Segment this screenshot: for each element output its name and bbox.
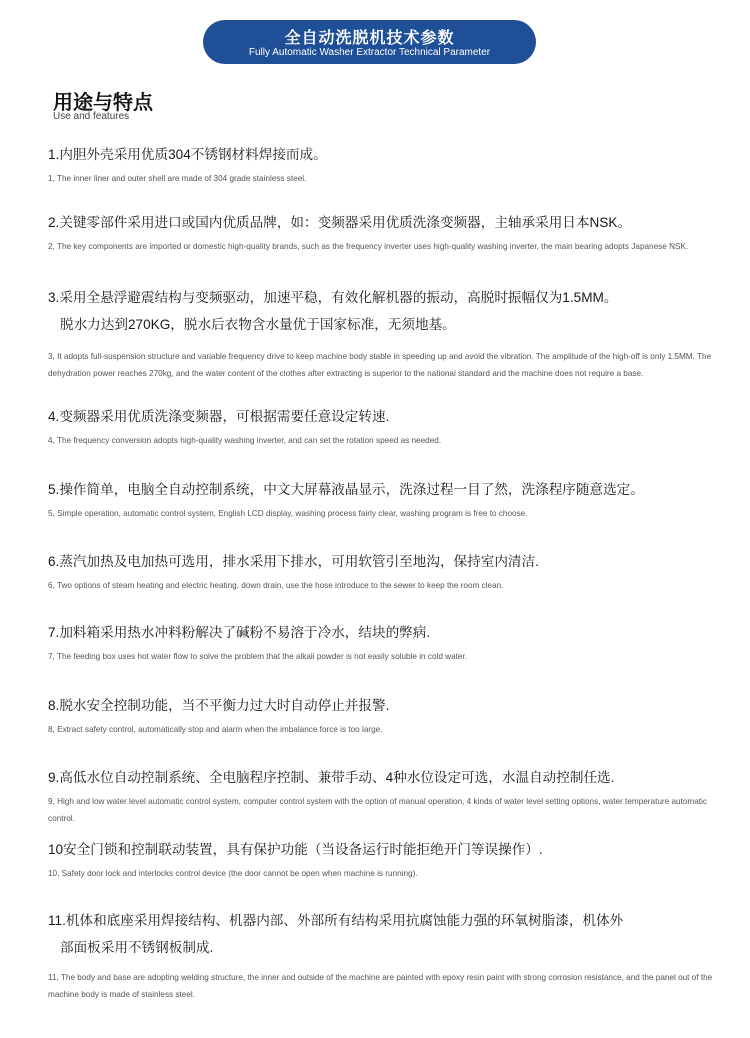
- feature-cn: 7.加料箱采用热水冲料粉解决了碱粉不易溶于冷水，结块的弊病.: [48, 625, 431, 640]
- feature-cn-line2: 部面板采用不锈钢板制成.: [60, 940, 214, 955]
- feature-cn: 6.蒸汽加热及电加热可选用，排水采用下排水，可用软管引至地沟，保持室内清洁.: [48, 554, 539, 569]
- section-title: 用途与特点: [53, 92, 153, 114]
- feature-cn: 1.内胆外壳采用优质304不锈钢材料焊接而成。: [48, 147, 327, 162]
- feature-cn: 4.变频器采用优质洗涤变频器，可根据需要任意设定转速.: [48, 409, 390, 424]
- feature-item-7: [48, 619, 718, 665]
- header-banner: [203, 20, 536, 64]
- feature-en: 7, The feeding box uses hot water flow to solve the problem that the alkali powder is not easily soluble in cold water.: [48, 652, 468, 661]
- feature-item-9: [48, 764, 718, 827]
- feature-en: 11, The body and base are adopting welding structure, the inner and outside of the machine are painted with epoxy resin paint with strong corrosion resistance, and the panel out of the machine body is made of stainless steel.: [48, 973, 713, 999]
- feature-item-11: [48, 907, 718, 1003]
- feature-cn: 11.机体和底座采用焊接结构、机器内部、外部所有结构采用抗腐蚀能力强的环氧树脂漆，机体外: [48, 913, 624, 928]
- feature-item-6: [48, 548, 718, 594]
- feature-en: 10, Safety door lock and interlocks control device (the door cannot be open when machine is running).: [48, 869, 418, 878]
- feature-item-5: [48, 476, 718, 522]
- feature-item-8: [48, 692, 718, 738]
- feature-cn: 9.高低水位自动控制系统、全电脑程序控制、兼带手动、4种水位设定可选，水温自动控制任选.: [48, 770, 615, 785]
- feature-en: 5, Simple operation, automatic control system, English LCD display, washing process fairly clear, washing program is free to choose.: [48, 509, 528, 518]
- feature-cn-line2: 脱水力达到270KG，脱水后衣物含水量优于国家标准，无须地基。: [60, 317, 456, 332]
- feature-en: 2, The key components are imported or domestic high-quality brands, such as the frequency inverter uses high-quality washing inverter, the main bearing adopts Japanese NSK.: [48, 242, 689, 251]
- feature-cn: 10安全门锁和控制联动装置，具有保护功能（当设备运行时能拒绝开门等误操作）.: [48, 842, 543, 857]
- feature-cn: 2.关键零部件采用进口或国内优质品牌，如：变频器采用优质洗涤变频器，主轴承采用日本NSK。: [48, 215, 632, 230]
- header-title-cn: 全自动洗脱机技术参数: [284, 30, 455, 47]
- feature-item-1: [48, 141, 718, 187]
- feature-item-10: [48, 836, 718, 882]
- feature-en: 6, Two options of steam heating and electric heating, down drain, use the hose introduce to the sewer to keep the room clean.: [48, 581, 504, 590]
- feature-item-4: [48, 403, 718, 449]
- feature-cn: 3.采用全悬浮避震结构与变频驱动，加速平稳，有效化解机器的振动，高脱时振幅仅为1.5MM。: [48, 290, 618, 305]
- feature-item-2: [48, 209, 718, 255]
- feature-en: 3, It adopts full-suspension structure and variable frequency drive to keep machine body stable in speeding up and avoid the vibration. The amplitude of the high-off is only 1.5MM. The dehydration power reaches 270kg, and the water content of the clothes after extracting is superior to the national standard and the machine does not require a base.: [48, 352, 712, 378]
- feature-en: 1, The inner liner and outer shell are made of 304 grade stainless steel.: [48, 174, 307, 183]
- section-subtitle: Use and features: [53, 111, 130, 122]
- feature-en: 9, High and low water level automatic control system, computer control system with the option of manual operation, 4 kinds of water level setting options, water temperature automatic control.: [48, 797, 707, 823]
- feature-en: 8, Extract safety control, automatically stop and alarm when the imbalance force is too large.: [48, 725, 383, 734]
- feature-cn: 8.脱水安全控制功能，当不平衡力过大时自动停止并报警.: [48, 698, 390, 713]
- feature-en: 4, The frequency conversion adopts high-quality washing inverter, and can set the rotation speed as needed.: [48, 436, 442, 445]
- header-title-en: Fully Automatic Washer Extractor Technical Parameter: [248, 47, 491, 58]
- feature-cn: 5.操作简单，电脑全自动控制系统，中文大屏幕液晶显示，洗涤过程一目了然，洗涤程序随意选定。: [48, 482, 644, 497]
- feature-item-3: [48, 284, 718, 382]
